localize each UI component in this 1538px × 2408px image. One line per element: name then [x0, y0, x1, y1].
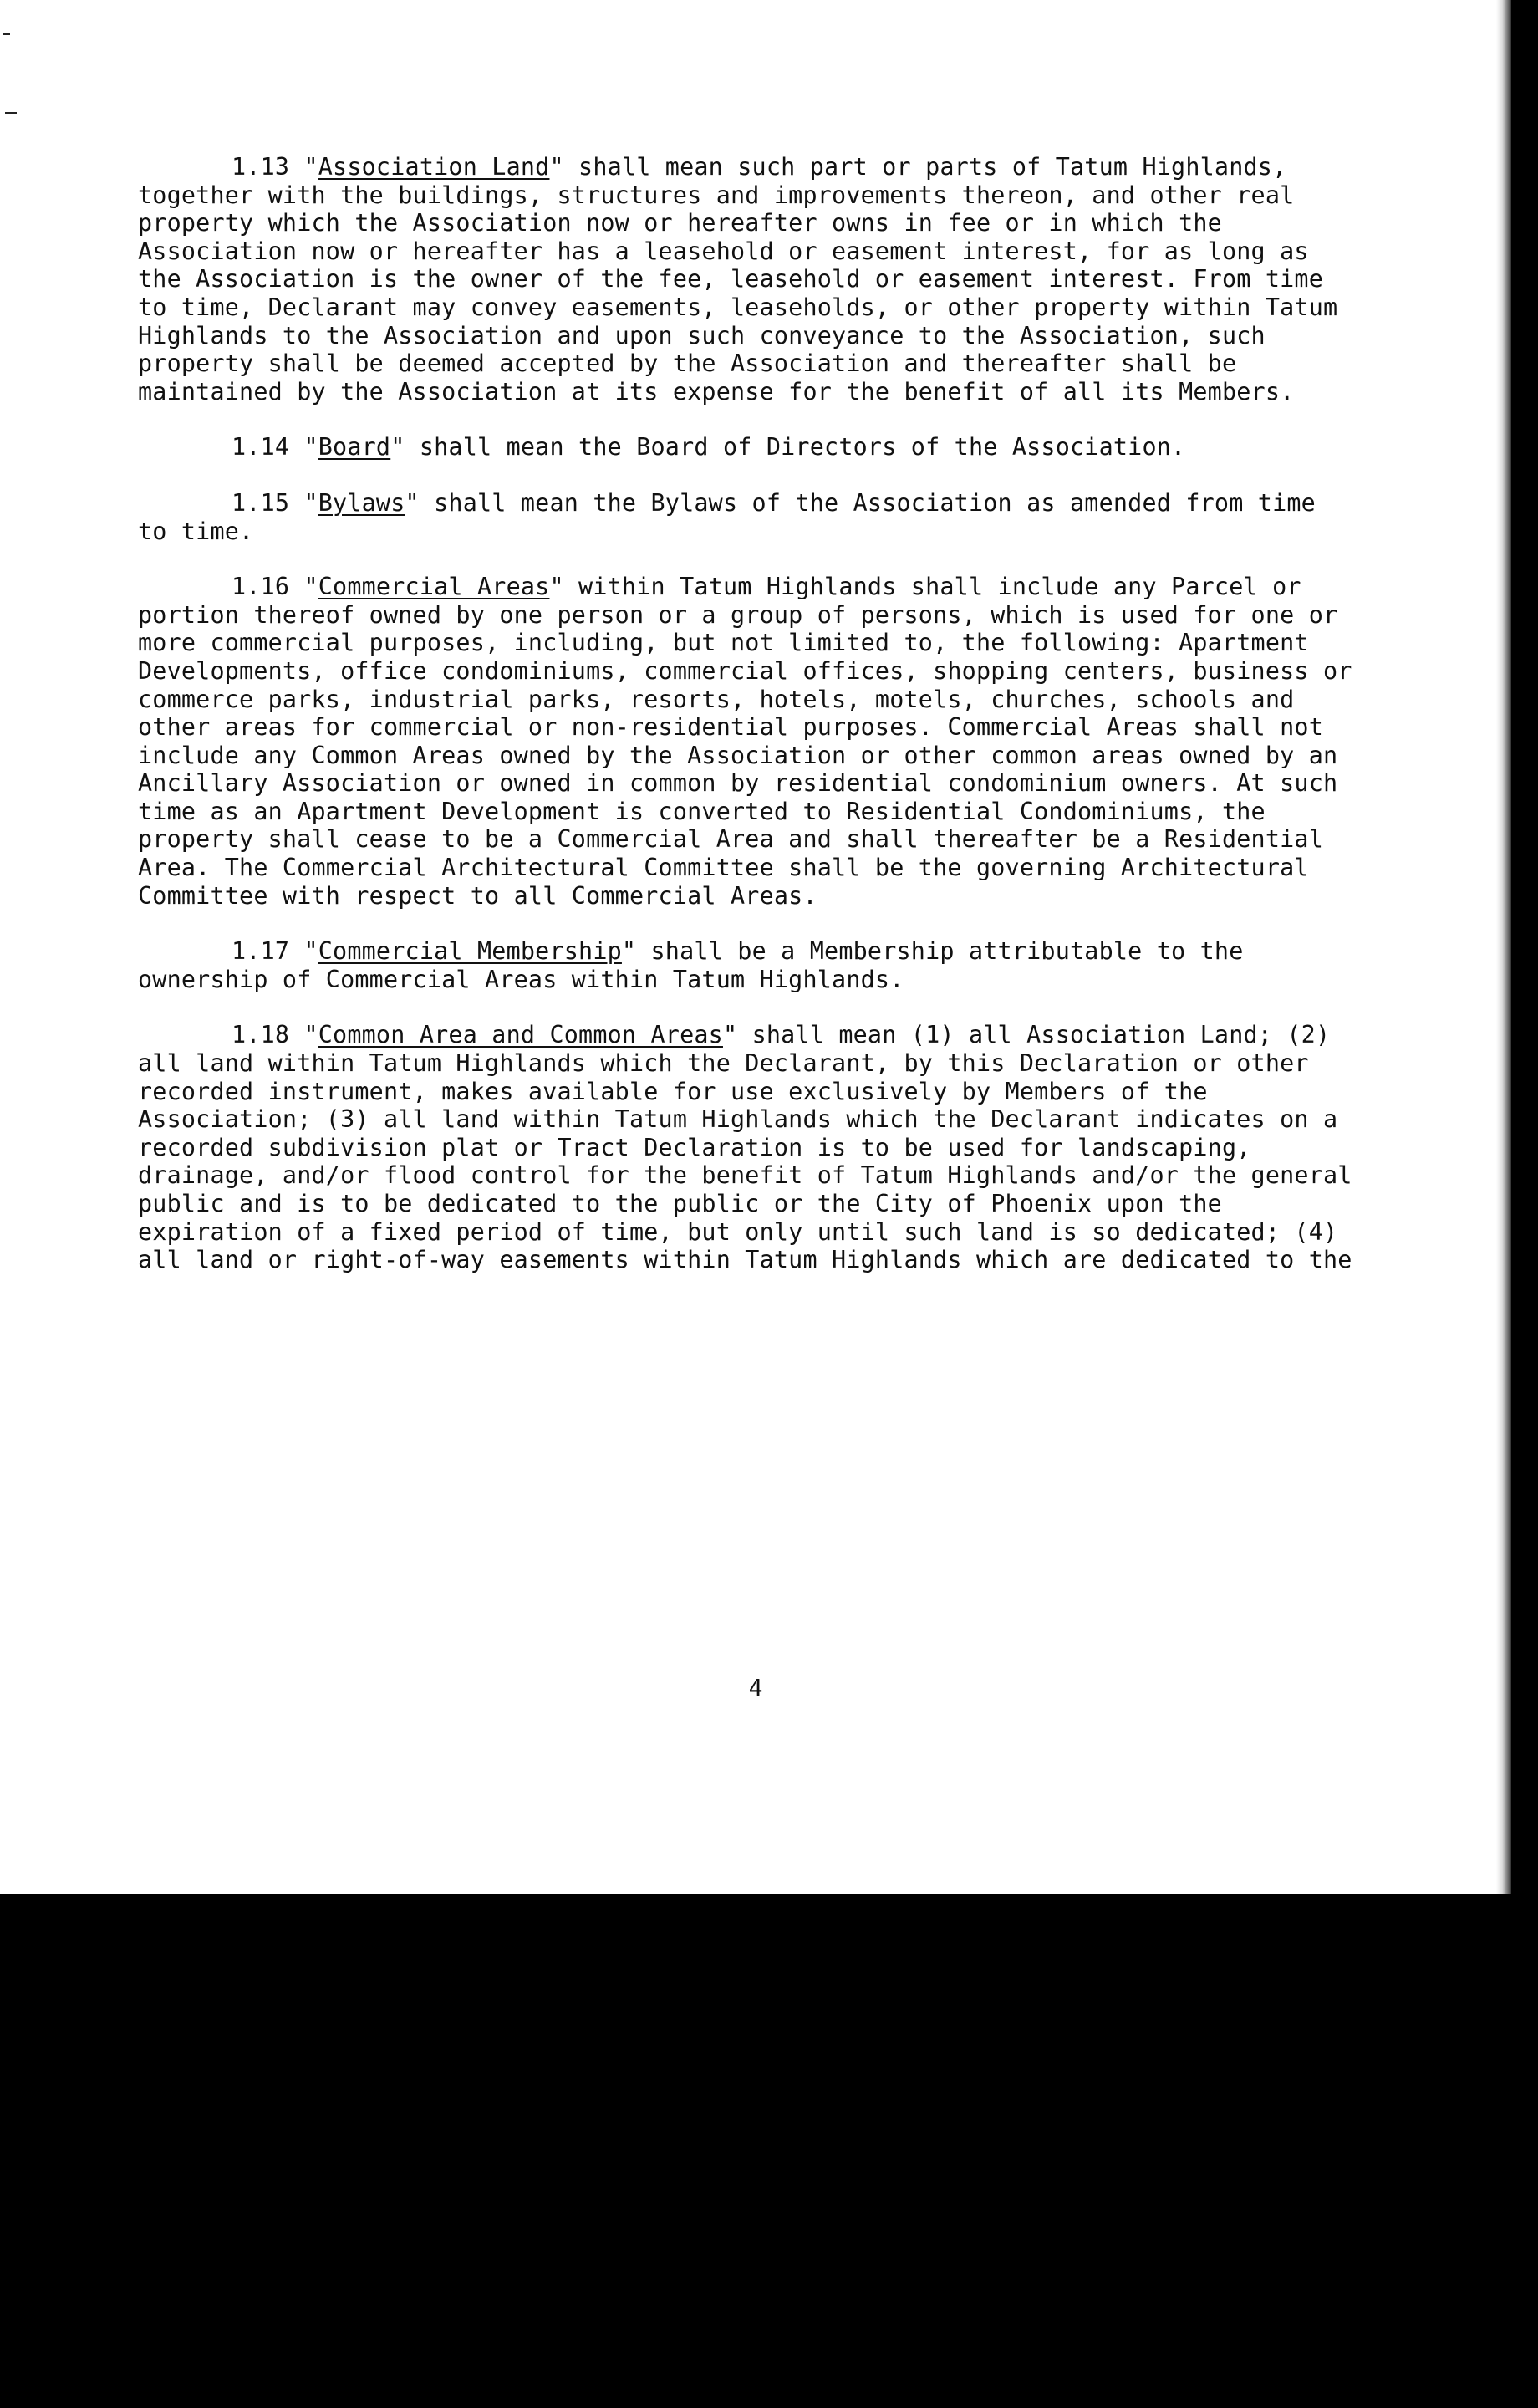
defined-term: Board — [318, 433, 391, 462]
paragraph-1-15: 1.15 "Bylaws" shall mean the Bylaws of the Association as amended from time to time. — [138, 488, 1316, 545]
page-number: 4 — [748, 1674, 763, 1701]
paragraph-text: within Tatum Highlands shall include any Parcel or portion thereof owned by one person or a group of persons, which is used for one or more commercial purposes, including, but not limited to, the following: Apartment Developments, office condominiums, commercial offices, shopping centers, business or commerce parks, industrial parks, resorts, hotels, motels, churches, schools and other areas for commercial or non-residential purposes. Commercial Areas shall not include any Common Areas owned by the Association or other common areas owned by an Ancillary Association or owned in common by residential condominium owners. At such time as an Apartment Development is converted to Residential Condominiums, the property shall cease to be a Commercial Area and shall thereafter be a Residential Area. The Commercial Architectural Committee shall be the governing Architectural Committee with respect to all Commercial Areas. — [138, 573, 1352, 910]
paragraph-number: 1.15 — [232, 488, 290, 517]
paragraph-1-18: 1.18 "Common Area and Common Areas" shall mean (1) all Association Land; (2) all land within Tatum Highlands which the Declarant, by this Declaration or other recorded instrument, makes available for use exclusively by Members of the Association; (3) all land within Tatum Highlands which the Declarant indicates on a recorded subdivision plat or Tract Declaration is to be used for landscaping, drainage, and/or flood control for the benefit of Tatum Highlands and/or the general public and is to be dedicated to the public or the City of Phoenix upon the expiration of a fixed period of time, but only until such land is so dedicated; (4) all land or right-of-way easements within Tatum Highlands which are dedicated to the — [138, 1021, 1352, 1274]
paragraph-1-14: 1.14 "Board" shall mean the Board of Directors of the Association. — [232, 433, 1186, 462]
defined-term: Commercial Membership — [318, 937, 622, 966]
paragraph-number: 1.13 — [232, 153, 290, 181]
paragraph-text: shall mean the Bylaws of the Association as amended from time to time. — [138, 488, 1316, 545]
paragraph-number: 1.14 — [232, 433, 290, 462]
paragraph-text: shall mean (1) all Association Land; (2) all land within Tatum Highlands which the Declarant, by this Declaration or other recorded instrument, makes available for use exclusively by Members of the Association; (3) all land within Tatum Highlands which the Declarant indicates on a recorded subdivision plat or Tract Declaration is to be used for landscaping, drainage, and/or flood control for the benefit of Tatum Highlands and/or the general public and is to be dedicated to the public or the City of Phoenix upon the expiration of a fixed period of time, but only until such land is so dedicated; (4) all land or right-of-way easements within Tatum Highlands which are dedicated to the — [138, 1021, 1352, 1274]
scan-speck — [5, 112, 17, 114]
defined-term: Bylaws — [318, 488, 405, 517]
paragraph-1-16: 1.16 "Commercial Areas" within Tatum Highlands shall include any Parcel or portion thereof owned by one person or a group of persons, which is used for one or more commercial purposes, including, but not limited to, the following: Apartment Developments, office condominiums, commercial offices, shopping centers, business or commerce parks, industrial parks, resorts, hotels, motels, churches, schools and other areas for commercial or non-residential purposes. Commercial Areas shall not include any Common Areas owned by the Association or other common areas owned by an Ancillary Association or owned in common by residential condominium owners. At such time as an Apartment Development is converted to Residential Condominiums, the property shall cease to be a Commercial Area and shall thereafter be a Residential Area. The Commercial Architectural Committee shall be the governing Architectural Committee with respect to all Commercial Areas. — [138, 573, 1352, 910]
scan-edge-shadow — [1496, 0, 1511, 1894]
scan-speck — [3, 33, 10, 35]
paragraph-text: shall mean such part or parts of Tatum Highlands, together with the buildings, structures and improvements thereon, and other real property which the Association now or hereafter owns in fee or in which the Association now or hereafter has a leasehold or easement interest, for as long as the Association is the owner of the fee, leasehold or easement interest. From time to time, Declarant may convey easements, leaseholds, or other property within Tatum Highlands to the Association and upon such conveyance to the Association, such property shall be deemed accepted by the Association and thereafter shall be maintained by the Association at its expense for the benefit of all its Members. — [138, 153, 1338, 406]
defined-term: Common Area and Common Areas — [318, 1021, 723, 1049]
paragraph-text: shall mean the Board of Directors of the Association. — [419, 433, 1186, 462]
paragraph-text: shall be a Membership attributable to the ownership of Commercial Areas within Tatum Highlands. — [138, 937, 1244, 993]
defined-term: Commercial Areas — [318, 573, 550, 601]
paragraph-number: 1.17 — [232, 937, 290, 966]
paragraph-1-13: 1.13 "Association Land" shall mean such part or parts of Tatum Highlands, together with the buildings, structures and improvements thereon, and other real property which the Association now or hereafter owns in fee or in which the Association now or hereafter has a leasehold or easement interest, for as long as the Association is the owner of the fee, leasehold or easement interest. From time to time, Declarant may convey easements, leaseholds, or other property within Tatum Highlands to the Association and upon such conveyance to the Association, such property shall be deemed accepted by the Association and thereafter shall be maintained by the Association at its expense for the benefit of all its Members. — [138, 153, 1338, 406]
paragraph-number: 1.16 — [232, 573, 290, 601]
paragraph-number: 1.18 — [232, 1021, 290, 1049]
defined-term: Association Land — [318, 153, 550, 181]
paragraph-1-17: 1.17 "Commercial Membership" shall be a Membership attributable to the ownership of Commercial Areas within Tatum Highlands. — [138, 937, 1244, 993]
document-body — [138, 153, 1358, 1302]
